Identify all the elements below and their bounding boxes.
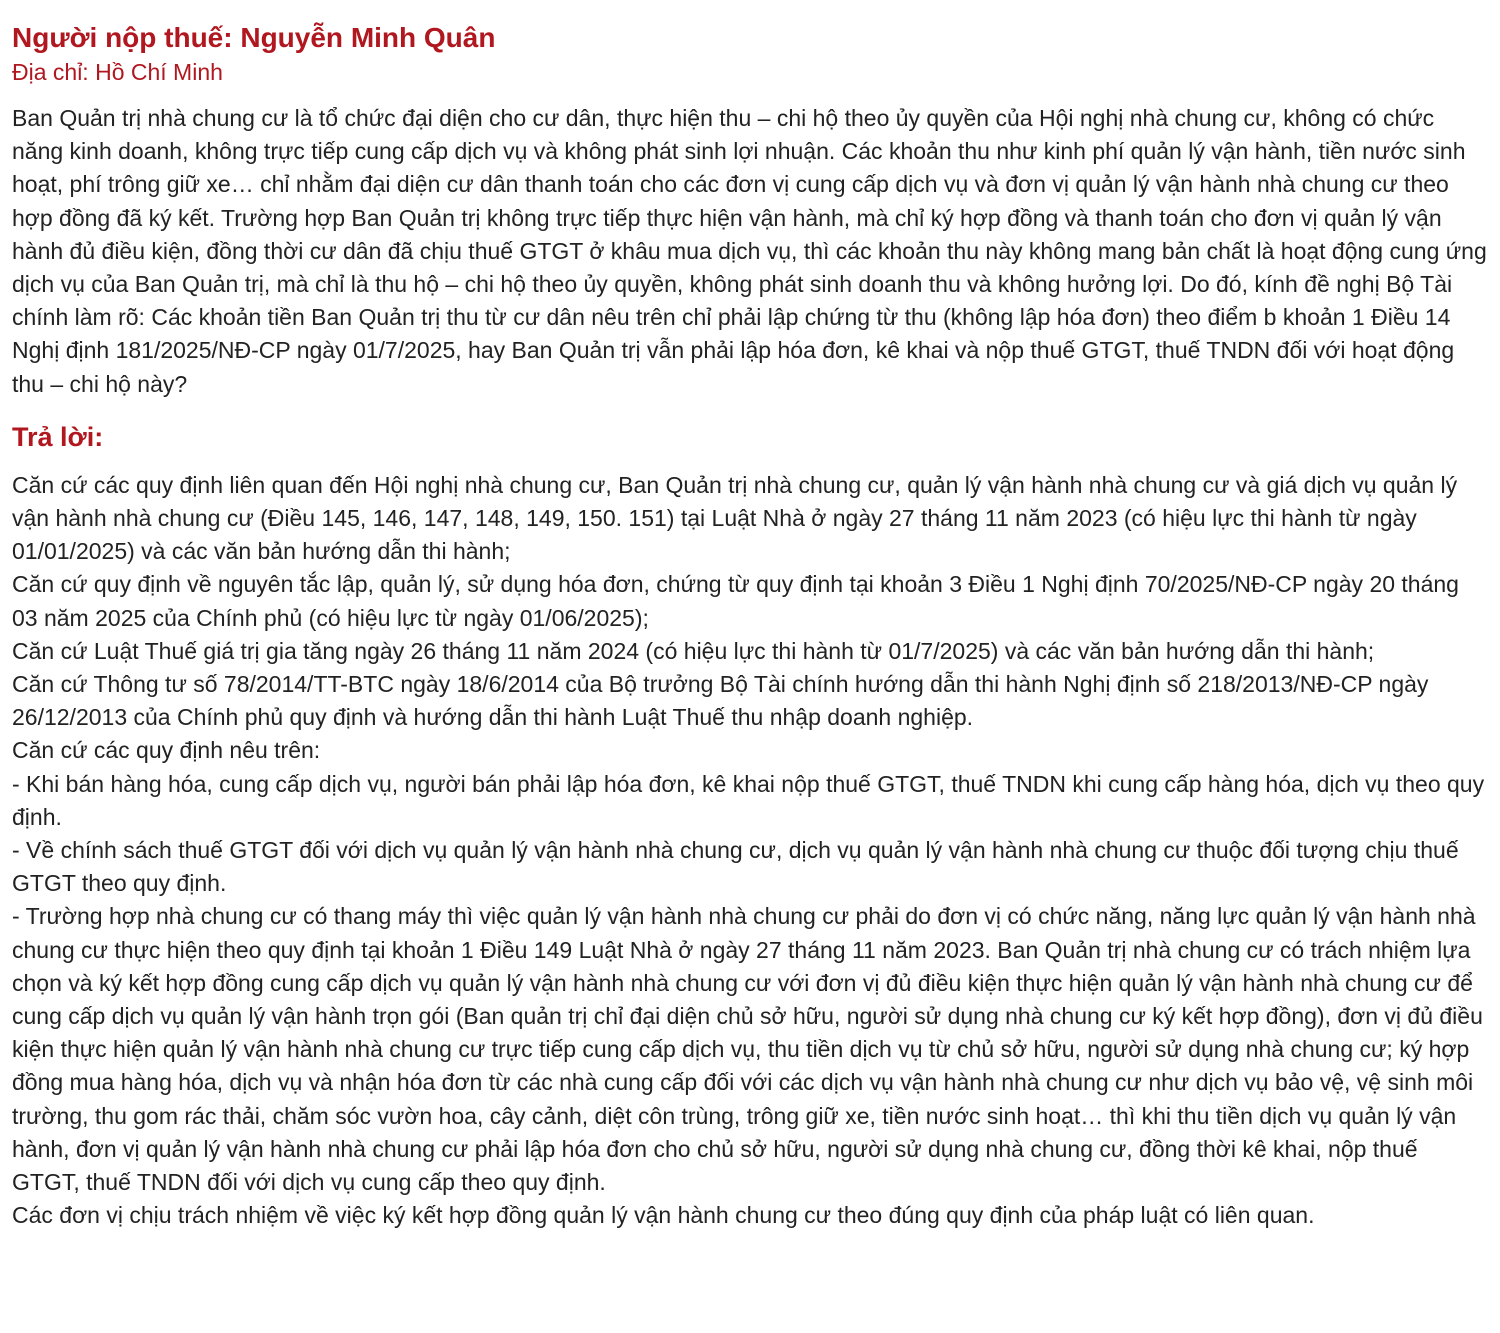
answer-paragraph: Căn cứ Thông tư số 78/2014/TT-BTC ngày 18/6/2014 của Bộ trưởng Bộ Tài chính hướng dẫn thi hành Nghị định số 218/2013/NĐ-CP ngày 26/12/2013 của Chính phủ quy định và hướng dẫn thi hành Luật Thuế thu nhập doanh nghiệp. <box>12 671 1429 731</box>
taxpayer-address: Địa chỉ: Hồ Chí Minh <box>12 59 223 85</box>
answer-paragraph: Căn cứ các quy định nêu trên: <box>12 737 321 764</box>
answer-paragraph: - Khi bán hàng hóa, cung cấp dịch vụ, người bán phải lập hóa đơn, kê khai nộp thuế GTGT, thuế TNDN khi cung cấp hàng hóa, dịch vụ theo quy định. <box>12 770 1485 830</box>
taxpayer-name: Người nộp thuế: Nguyễn Minh Quân <box>12 22 496 53</box>
answer-paragraph: Các đơn vị chịu trách nhiệm về việc ký kết hợp đồng quản lý vận hành chung cư theo đúng quy định của pháp luật có liên quan. <box>12 1202 1315 1229</box>
answer-heading: Trả lời: <box>12 421 104 452</box>
answer-paragraph: - Về chính sách thuế GTGT đối với dịch vụ quản lý vận hành nhà chung cư, dịch vụ quản lý vận hành nhà chung cư thuộc đối tượng chịu thuế GTGT theo quy định. <box>12 837 1459 897</box>
answer-paragraph: Căn cứ các quy định liên quan đến Hội nghị nhà chung cư, Ban Quản trị nhà chung cư, quản lý vận hành nhà chung cư và giá dịch vụ quản lý vận hành nhà chung cư (Điều 145, 146, 147, 148, 149, 150. 151) tại Luật Nhà ở ngày 27 tháng 11 năm 2023 (có hiệu lực thi hành từ ngày 01/01/2025) và các văn bản hướng dẫn thi hành; <box>12 471 1458 565</box>
answer-paragraph: Căn cứ Luật Thuế giá trị gia tăng ngày 26 tháng 11 năm 2024 (có hiệu lực thi hành từ 01/7/2025) và các văn bản hướng dẫn thi hành; <box>12 637 1375 664</box>
answer-paragraph: Căn cứ quy định về nguyên tắc lập, quản lý, sử dụng hóa đơn, chứng từ quy định tại khoản 3 Điều 1 Nghị định 70/2025/NĐ-CP ngày 20 tháng 03 năm 2025 của Chính phủ (có hiệu lực từ ngày 01/06/2025); <box>12 571 1459 631</box>
answer-body <box>12 469 1488 1233</box>
answer-paragraph: - Trường hợp nhà chung cư có thang máy thì việc quản lý vận hành nhà chung cư phải do đơn vị có chức năng, năng lực quản lý vận hành nhà chung cư thực hiện theo quy định tại khoản 1 Điều 149 Luật Nhà ở ngày 27 tháng 11 năm 2023. Ban Quản trị nhà chung cư có trách nhiệm lựa chọn và ký kết hợp đồng cung cấp dịch vụ quản lý vận hành nhà chung cư với đơn vị đủ điều kiện thực hiện quản lý vận hành nhà chung cư để cung cấp dịch vụ quản lý vận hành trọn gói (Ban quản trị chỉ đại diện chủ sở hữu, người sử dụng nhà chung cư ký kết hợp đồng), đơn vị đủ điều kiện thực hiện quản lý vận hành nhà chung cư trực tiếp cung cấp dịch vụ, thu tiền dịch vụ từ chủ sở hữu, người sử dụng nhà chung cư; ký hợp đồng mua hàng hóa, dịch vụ và nhận hóa đơn từ các nhà cung cấp đối với các dịch vụ vận hành nhà chung cư như dịch vụ bảo vệ, vệ sinh môi trường, thu gom rác thải, chăm sóc vườn hoa, cây cảnh, diệt côn trùng, trông giữ xe, tiền nước sinh hoạt… thì khi thu tiền dịch vụ quản lý vận hành, đơn vị quản lý vận hành nhà chung cư phải lập hóa đơn cho chủ sở hữu, người sử dụng nhà chung cư, đồng thời kê khai, nộp thuế GTGT, thuế TNDN đối với dịch vụ cung cấp theo quy định. <box>12 903 1483 1196</box>
question-text: Ban Quản trị nhà chung cư là tổ chức đại diện cho cư dân, thực hiện thu – chi hộ theo ủy quyền của Hội nghị nhà chung cư, không có chức năng kinh doanh, không trực tiếp cung cấp dịch vụ và không phát sinh lợi nhuận. Các khoản thu như kinh phí quản lý vận hành, tiền nước sinh hoạt, phí trông giữ xe… chỉ nhằm đại diện cư dân thanh toán cho các đơn vị cung cấp dịch vụ và đơn vị quản lý vận hành nhà chung cư theo hợp đồng đã ký kết. Trường hợp Ban Quản trị không trực tiếp thực hiện vận hành, mà chỉ ký hợp đồng và thanh toán cho đơn vị quản lý vận hành đủ điều kiện, đồng thời cư dân đã chịu thuế GTGT ở khâu mua dịch vụ, thì các khoản thu này không mang bản chất là hoạt động cung ứng dịch vụ của Ban Quản trị, mà chỉ là thu hộ – chi hộ theo ủy quyền, không phát sinh doanh thu và không hưởng lợi. Do đó, kính đề nghị Bộ Tài chính làm rõ: Các khoản tiền Ban Quản trị thu từ cư dân nêu trên chỉ phải lập chứng từ thu (không lập hóa đơn) theo điểm b khoản 1 Điều 14 Nghị định 181/2025/NĐ-CP ngày 01/7/2025, hay Ban Quản trị vẫn phải lập hóa đơn, kê khai và nộp thuế GTGT, thuế TNDN đối với hoạt động thu – chi hộ này? <box>12 105 1487 397</box>
